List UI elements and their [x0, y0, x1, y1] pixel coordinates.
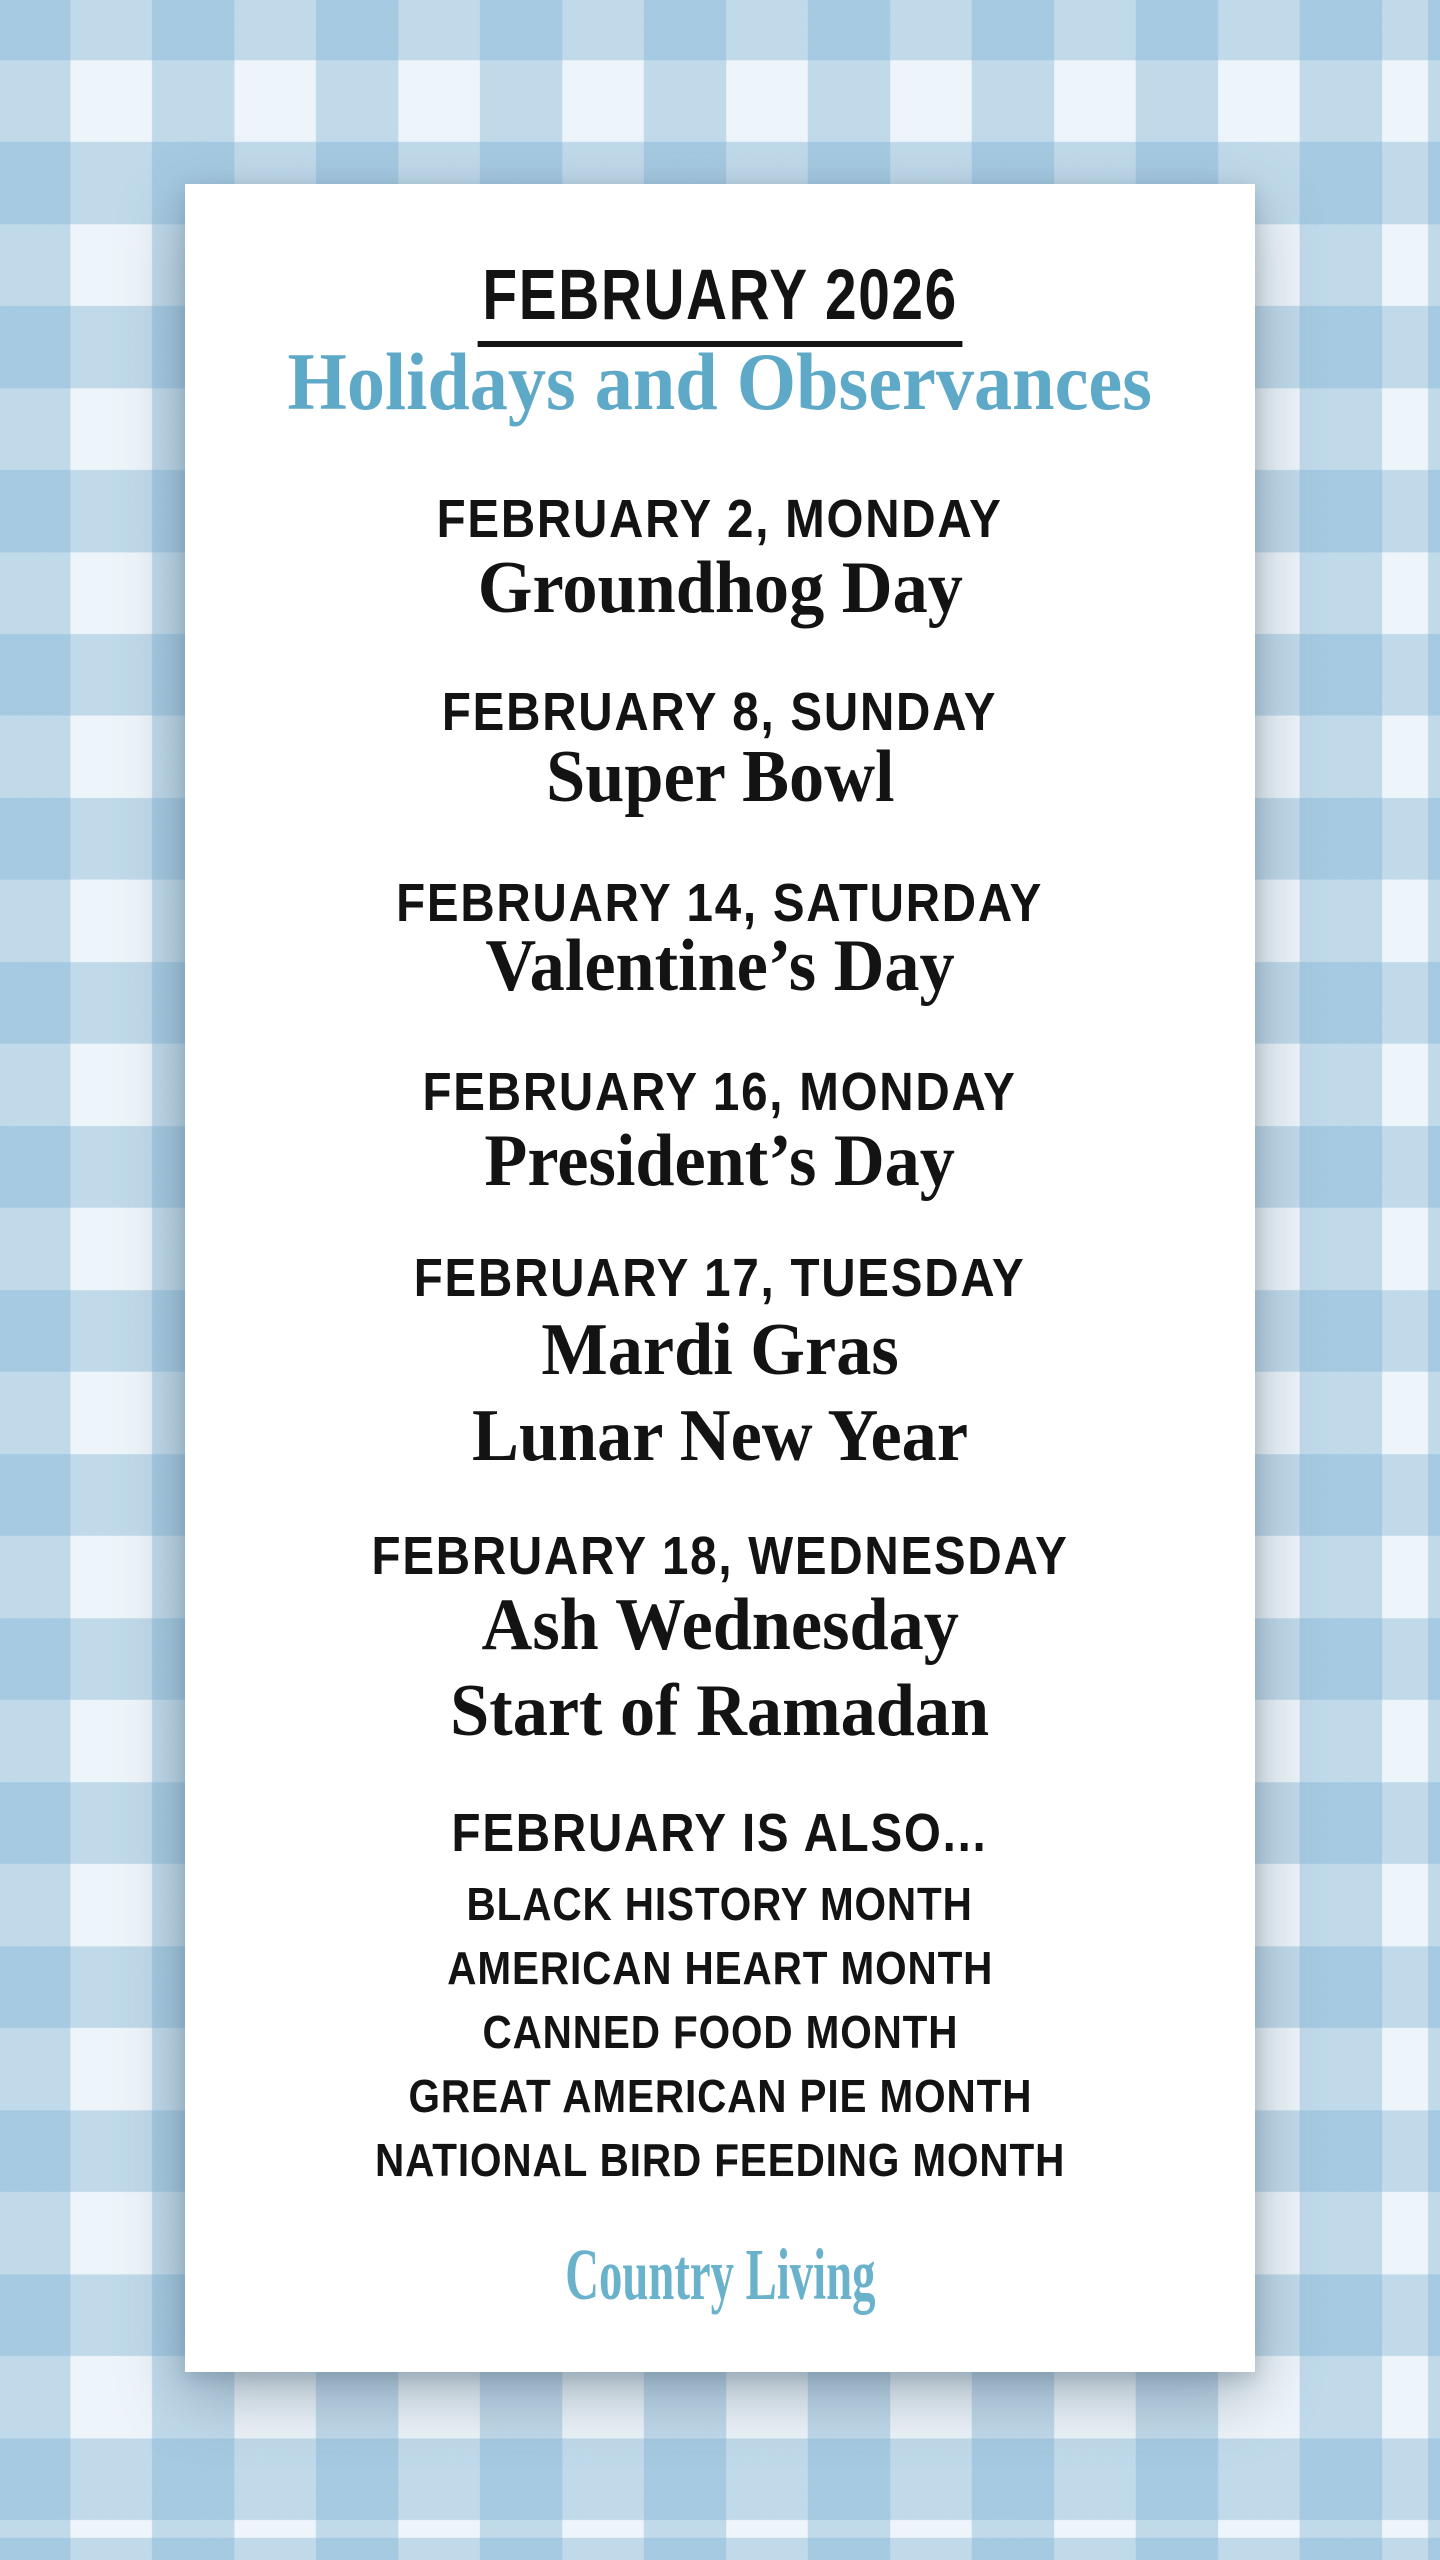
event-name: Mardi Gras: [541, 1309, 899, 1391]
event-date: FEBRUARY 14, SATURDAY: [396, 873, 1044, 933]
also-item: AMERICAN HEART MONTH: [446, 1942, 994, 1994]
event-name: Valentine’s Day: [485, 925, 955, 1007]
also-item: CANNED FOOD MONTH: [482, 2006, 958, 2058]
subtitle-text: Holidays and Observances: [287, 336, 1153, 427]
event-name: Super Bowl: [545, 736, 895, 818]
event-name: Ash Wednesday: [481, 1584, 959, 1666]
month-title-text: FEBRUARY 2026: [478, 260, 963, 347]
event-date: FEBRUARY 8, SUNDAY: [442, 682, 998, 742]
page-title: [185, 256, 1255, 347]
event-name: President’s Day: [484, 1120, 956, 1202]
event-name: Groundhog Day: [477, 547, 963, 629]
also-item: GREAT AMERICAN PIE MONTH: [408, 2070, 1032, 2122]
event-date: FEBRUARY 2, MONDAY: [437, 489, 1003, 549]
brand-logo: Country Living: [564, 2234, 876, 2315]
also-list: [185, 1872, 1255, 2192]
also-item: NATIONAL BIRD FEEDING MONTH: [374, 2134, 1066, 2186]
event-name-group: [185, 1582, 1255, 1754]
event-name-group: [185, 1307, 1255, 1479]
event-name: Lunar New Year: [472, 1395, 968, 1477]
subtitle: [185, 336, 1255, 427]
also-item: BLACK HISTORY MONTH: [466, 1878, 974, 1930]
also-heading: FEBRUARY IS ALSO...: [452, 1803, 988, 1863]
event-date: FEBRUARY 16, MONDAY: [422, 1062, 1018, 1122]
event-date: FEBRUARY 17, TUESDAY: [414, 1248, 1026, 1308]
holiday-card: [185, 184, 1255, 2372]
event-date: FEBRUARY 18, WEDNESDAY: [371, 1526, 1069, 1586]
event-name: Start of Ramadan: [450, 1670, 990, 1752]
